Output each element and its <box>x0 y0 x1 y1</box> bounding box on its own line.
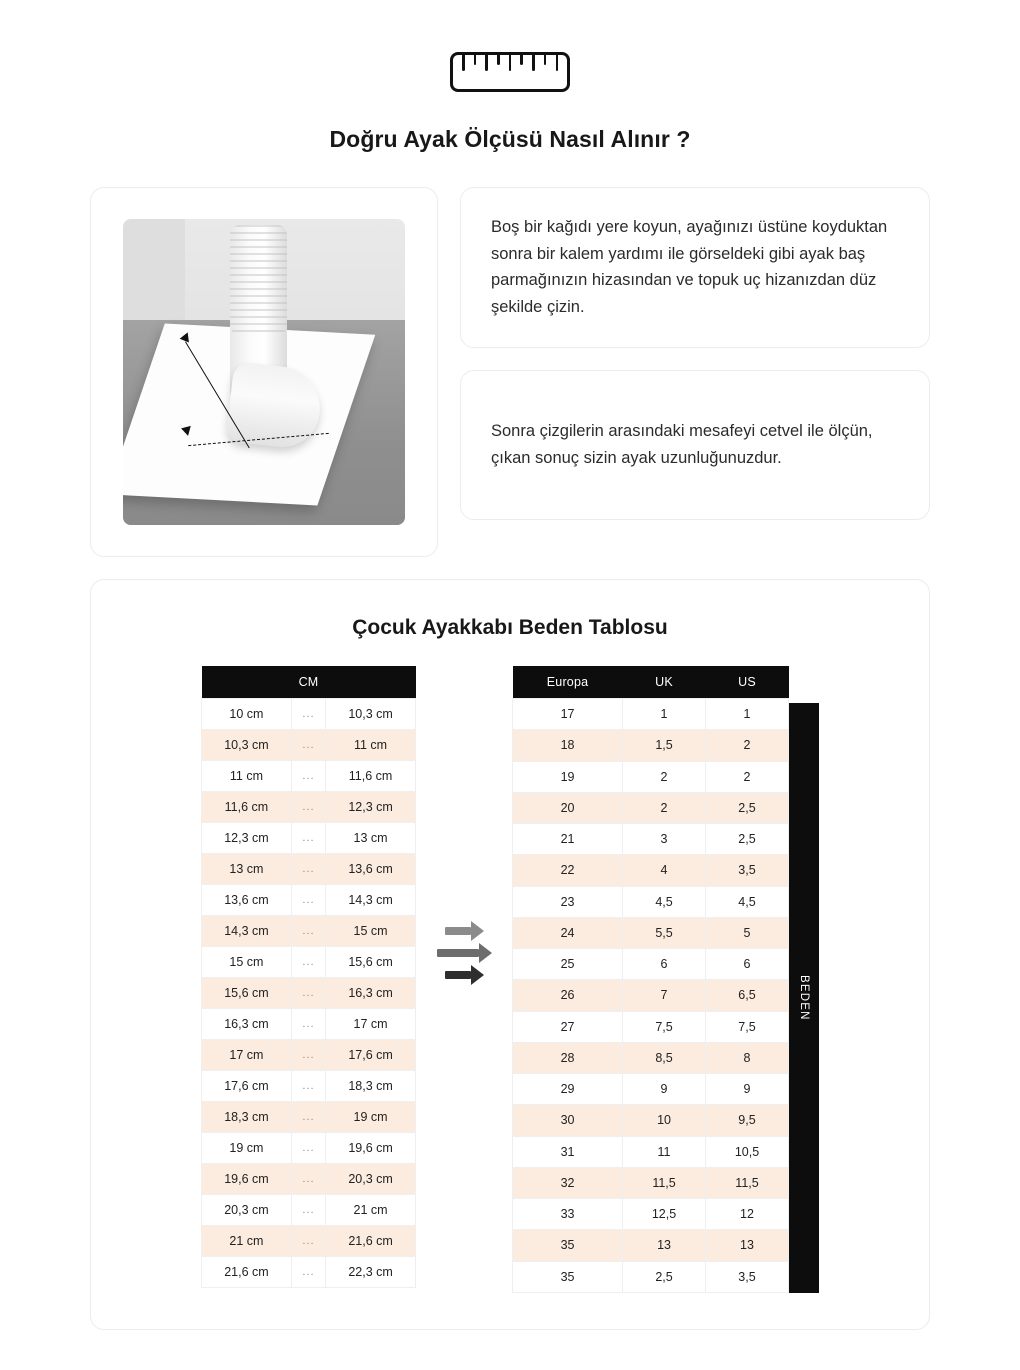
cm-separator-cell: ... <box>291 1195 325 1226</box>
table-row <box>513 1230 789 1261</box>
table-row <box>202 1195 416 1226</box>
cm-separator-cell: ... <box>291 792 325 823</box>
europa-cell: 27 <box>513 1011 623 1042</box>
foot-measurement-photo <box>123 219 405 525</box>
us-cell: 11,5 <box>706 1167 789 1198</box>
cm-from-cell: 15,6 cm <box>202 978 292 1009</box>
cm-from-cell: 11,6 cm <box>202 792 292 823</box>
cm-separator-cell: ... <box>291 854 325 885</box>
arrow-right-icon-1 <box>445 924 484 937</box>
instruction-text-2: Sonra çizgilerin arasındaki mesafeyi cetvel ile ölçün, çıkan sonuç sizin ayak uzunluğunuzdur. <box>491 422 873 467</box>
europa-cell: 20 <box>513 792 623 823</box>
arrow-right-icon-3 <box>445 968 484 981</box>
us-cell: 10,5 <box>706 1136 789 1167</box>
europa-cell: 30 <box>513 1105 623 1136</box>
us-cell: 5 <box>706 917 789 948</box>
table-row <box>513 1074 789 1105</box>
cm-separator-cell: ... <box>291 761 325 792</box>
uk-cell: 1,5 <box>623 730 706 761</box>
uk-cell: 6 <box>623 949 706 980</box>
us-cell: 13 <box>706 1230 789 1261</box>
size-chart-tables <box>111 666 909 1293</box>
us-cell: 9,5 <box>706 1105 789 1136</box>
cm-from-cell: 15 cm <box>202 947 292 978</box>
uk-cell: 8,5 <box>623 1042 706 1073</box>
table-row <box>202 792 416 823</box>
size-table-header-europa: Europa <box>513 666 623 699</box>
table-row <box>202 854 416 885</box>
size-table-body <box>513 699 789 1293</box>
table-row <box>202 1133 416 1164</box>
table-row <box>513 1105 789 1136</box>
cm-to-cell: 13,6 cm <box>326 854 416 885</box>
uk-cell: 13 <box>623 1230 706 1261</box>
europa-cell: 22 <box>513 855 623 886</box>
cm-to-cell: 19 cm <box>326 1102 416 1133</box>
cm-from-cell: 21,6 cm <box>202 1257 292 1288</box>
uk-cell: 7 <box>623 980 706 1011</box>
europa-cell: 19 <box>513 761 623 792</box>
cm-to-cell: 13 cm <box>326 823 416 854</box>
cm-to-cell: 17,6 cm <box>326 1040 416 1071</box>
table-row <box>202 1257 416 1288</box>
cm-separator-cell: ... <box>291 947 325 978</box>
cm-separator-cell: ... <box>291 699 325 730</box>
cm-to-cell: 15 cm <box>326 916 416 947</box>
size-table-header-uk: UK <box>623 666 706 699</box>
table-row <box>202 1040 416 1071</box>
table-row <box>202 916 416 947</box>
size-table-header-us: US <box>706 666 789 699</box>
europa-cell: 17 <box>513 699 623 730</box>
us-cell: 4,5 <box>706 886 789 917</box>
europa-cell: 31 <box>513 1136 623 1167</box>
size-chart-card <box>90 579 930 1330</box>
table-row <box>513 886 789 917</box>
table-row <box>513 699 789 730</box>
table-row <box>202 1164 416 1195</box>
us-cell: 1 <box>706 699 789 730</box>
table-row <box>513 824 789 855</box>
cm-from-cell: 17,6 cm <box>202 1071 292 1102</box>
instruction-card-1 <box>460 187 930 348</box>
uk-cell: 2 <box>623 761 706 792</box>
cm-separator-cell: ... <box>291 1133 325 1164</box>
cm-from-cell: 18,3 cm <box>202 1102 292 1133</box>
cm-separator-cell: ... <box>291 1226 325 1257</box>
us-cell: 2 <box>706 730 789 761</box>
table-row <box>513 761 789 792</box>
cm-to-cell: 17 cm <box>326 1009 416 1040</box>
cm-from-cell: 20,3 cm <box>202 1195 292 1226</box>
cm-to-cell: 22,3 cm <box>326 1257 416 1288</box>
table-row <box>513 980 789 1011</box>
instruction-text-1: Boş bir kağıdı yere koyun, ayağınızı üstüne koyduktan sonra bir kalem yardımı ile görseldeki gibi ayak baş parmağınızın hizasından ve topuk uç hizanızdan düz şekilde çizin. <box>491 218 888 317</box>
arrows-group <box>416 666 512 981</box>
photo-sock-ribs <box>230 225 286 335</box>
arrow-right-icon-2 <box>437 946 492 959</box>
cm-from-cell: 19 cm <box>202 1133 292 1164</box>
table-row <box>202 1071 416 1102</box>
cm-from-cell: 14,3 cm <box>202 916 292 947</box>
us-cell: 12 <box>706 1199 789 1230</box>
table-row <box>202 1009 416 1040</box>
table-row <box>202 823 416 854</box>
table-row <box>513 1136 789 1167</box>
europa-cell: 26 <box>513 980 623 1011</box>
table-row <box>202 1102 416 1133</box>
cm-to-cell: 16,3 cm <box>326 978 416 1009</box>
cm-to-cell: 18,3 cm <box>326 1071 416 1102</box>
cm-separator-cell: ... <box>291 1009 325 1040</box>
europa-cell: 23 <box>513 886 623 917</box>
cm-to-cell: 14,3 cm <box>326 885 416 916</box>
uk-cell: 7,5 <box>623 1011 706 1042</box>
table-row <box>202 978 416 1009</box>
table-row <box>202 1226 416 1257</box>
photo-wall-left <box>123 219 185 320</box>
size-table <box>512 666 789 1293</box>
us-cell: 7,5 <box>706 1011 789 1042</box>
cm-separator-cell: ... <box>291 916 325 947</box>
uk-cell: 2,5 <box>623 1261 706 1293</box>
table-row <box>513 730 789 761</box>
cm-from-cell: 10 cm <box>202 699 292 730</box>
cm-separator-cell: ... <box>291 730 325 761</box>
us-cell: 9 <box>706 1074 789 1105</box>
us-cell: 2 <box>706 761 789 792</box>
uk-cell: 1 <box>623 699 706 730</box>
europa-cell: 18 <box>513 730 623 761</box>
uk-cell: 4,5 <box>623 886 706 917</box>
cm-to-cell: 10,3 cm <box>326 699 416 730</box>
size-chart-title: Çocuk Ayakkabı Beden Tablosu <box>352 616 668 639</box>
us-cell: 3,5 <box>706 1261 789 1293</box>
cm-to-cell: 21,6 cm <box>326 1226 416 1257</box>
europa-cell: 35 <box>513 1261 623 1293</box>
us-cell: 8 <box>706 1042 789 1073</box>
cm-to-cell: 12,3 cm <box>326 792 416 823</box>
us-cell: 6,5 <box>706 980 789 1011</box>
europa-cell: 29 <box>513 1074 623 1105</box>
cm-from-cell: 10,3 cm <box>202 730 292 761</box>
instruction-text-column <box>460 187 930 520</box>
europa-cell: 25 <box>513 949 623 980</box>
beden-side-label <box>789 703 819 1293</box>
us-cell: 3,5 <box>706 855 789 886</box>
cm-from-cell: 12,3 cm <box>202 823 292 854</box>
size-table-header-row <box>513 666 789 699</box>
cm-separator-cell: ... <box>291 1040 325 1071</box>
cm-to-cell: 19,6 cm <box>326 1133 416 1164</box>
uk-cell: 4 <box>623 855 706 886</box>
page-title: Doğru Ayak Ölçüsü Nasıl Alınır ? <box>329 126 691 152</box>
cm-to-cell: 20,3 cm <box>326 1164 416 1195</box>
cm-separator-cell: ... <box>291 978 325 1009</box>
instructions-section <box>90 187 930 557</box>
table-row <box>513 1011 789 1042</box>
cm-from-cell: 17 cm <box>202 1040 292 1071</box>
table-row <box>513 1199 789 1230</box>
europa-cell: 28 <box>513 1042 623 1073</box>
europa-cell: 33 <box>513 1199 623 1230</box>
uk-cell: 9 <box>623 1074 706 1105</box>
uk-cell: 11,5 <box>623 1167 706 1198</box>
uk-cell: 11 <box>623 1136 706 1167</box>
europa-cell: 35 <box>513 1230 623 1261</box>
cm-separator-cell: ... <box>291 823 325 854</box>
us-cell: 6 <box>706 949 789 980</box>
cm-separator-cell: ... <box>291 1257 325 1288</box>
us-cell: 2,5 <box>706 792 789 823</box>
us-cell: 2,5 <box>706 824 789 855</box>
instruction-card-2 <box>460 370 930 520</box>
cm-from-cell: 13,6 cm <box>202 885 292 916</box>
ruler-icon <box>450 52 570 92</box>
cm-table-header-cell: CM <box>202 666 416 699</box>
europa-cell: 24 <box>513 917 623 948</box>
table-row <box>202 885 416 916</box>
table-row <box>513 1042 789 1073</box>
cm-separator-cell: ... <box>291 1102 325 1133</box>
cm-from-cell: 13 cm <box>202 854 292 885</box>
europa-cell: 21 <box>513 824 623 855</box>
uk-cell: 5,5 <box>623 917 706 948</box>
cm-table <box>201 666 416 1288</box>
table-row <box>513 1261 789 1293</box>
cm-from-cell: 11 cm <box>202 761 292 792</box>
beden-side-label-text: BEDEN <box>798 975 810 1021</box>
table-row <box>202 730 416 761</box>
cm-separator-cell: ... <box>291 1071 325 1102</box>
uk-cell: 12,5 <box>623 1199 706 1230</box>
table-row <box>202 761 416 792</box>
uk-cell: 3 <box>623 824 706 855</box>
cm-from-cell: 16,3 cm <box>202 1009 292 1040</box>
uk-cell: 10 <box>623 1105 706 1136</box>
cm-table-header-row <box>202 666 416 699</box>
cm-to-cell: 15,6 cm <box>326 947 416 978</box>
cm-table-body <box>202 699 416 1288</box>
cm-to-cell: 11,6 cm <box>326 761 416 792</box>
table-row <box>202 699 416 730</box>
table-row <box>513 855 789 886</box>
table-row <box>513 1167 789 1198</box>
ruler-icon-wrap <box>90 52 930 92</box>
table-row <box>513 949 789 980</box>
table-row <box>513 917 789 948</box>
cm-to-cell: 21 cm <box>326 1195 416 1226</box>
cm-separator-cell: ... <box>291 885 325 916</box>
europa-cell: 32 <box>513 1167 623 1198</box>
uk-cell: 2 <box>623 792 706 823</box>
illustration-card <box>90 187 438 557</box>
cm-from-cell: 19,6 cm <box>202 1164 292 1195</box>
cm-to-cell: 11 cm <box>326 730 416 761</box>
table-row <box>202 947 416 978</box>
size-table-block <box>512 666 819 1293</box>
cm-from-cell: 21 cm <box>202 1226 292 1257</box>
table-row <box>513 792 789 823</box>
cm-separator-cell: ... <box>291 1164 325 1195</box>
